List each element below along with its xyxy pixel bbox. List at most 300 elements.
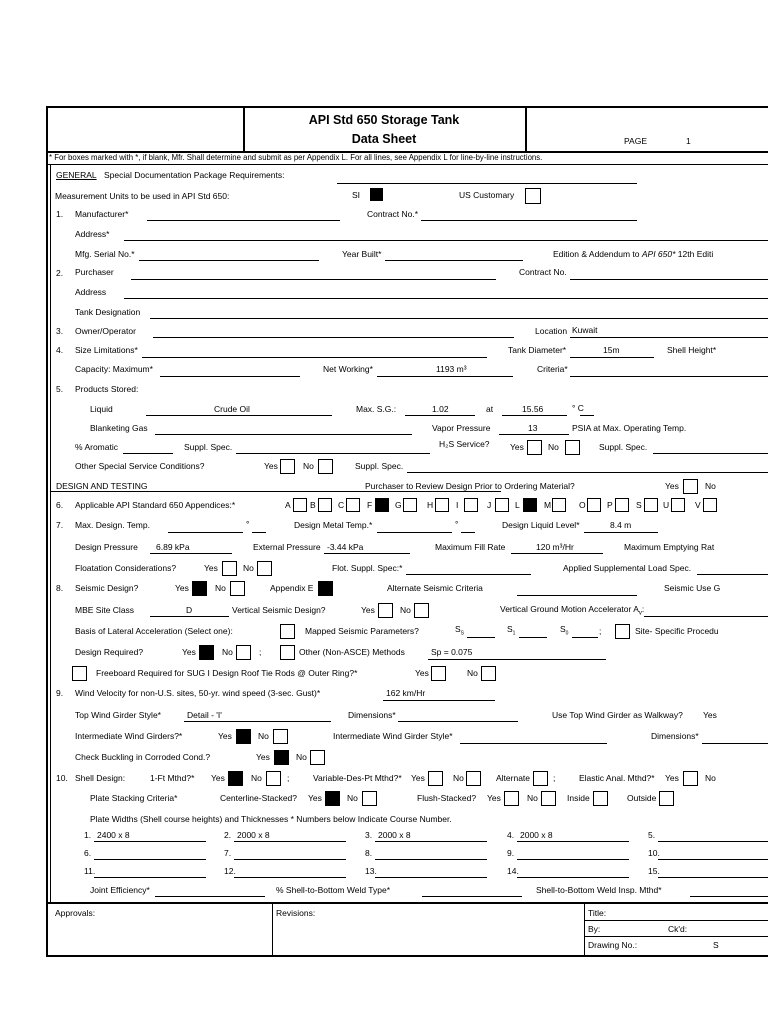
buckling-label: Check Buckling in Corroded Cond.? (75, 752, 211, 762)
ss-label: $S_S$ (455, 624, 465, 637)
course-number-11: 11. (84, 866, 96, 876)
other-no-checkbox[interactable] (318, 459, 333, 474)
flush-no-checkbox[interactable] (541, 791, 556, 806)
appendix-a-checkbox[interactable] (293, 498, 307, 512)
appendix-u-checkbox[interactable] (671, 498, 685, 512)
course-field-9[interactable] (517, 859, 629, 860)
review-no-label: No (705, 481, 716, 491)
footer-divider-2 (584, 902, 585, 955)
course-field-1[interactable] (94, 841, 206, 842)
use-top-wind-label: Use Top Wind Girder as Walkway? (552, 710, 683, 720)
mbe-field[interactable] (150, 616, 229, 617)
seismic-no-checkbox[interactable] (230, 581, 245, 596)
alternate-label: Alternate (496, 773, 531, 783)
appendix-v-label: V (695, 500, 701, 510)
buckling-yes-label: Yes (256, 752, 270, 762)
year-built-field[interactable] (385, 260, 523, 261)
appendices-label: Applicable API Standard 650 Appendices:* (75, 500, 236, 510)
course-number-5: 5. (648, 830, 656, 840)
address-label: Address* (75, 229, 110, 239)
course-number-1: 1. (84, 830, 92, 840)
design-metal-temp-deg: ° (455, 519, 459, 529)
appendix-a-label: A (285, 500, 291, 510)
course-number-10: 10. (648, 848, 660, 858)
page-label: PAGE (624, 136, 647, 146)
appendix-s-checkbox[interactable] (644, 498, 658, 512)
oneft-semicolon: ; (287, 773, 290, 783)
review-yes-checkbox[interactable] (683, 479, 698, 494)
course-field-12[interactable] (234, 877, 346, 878)
other-suppl-field[interactable] (407, 472, 768, 473)
center-no-label: No (347, 793, 358, 803)
shell-bottom-weld-field[interactable] (422, 896, 522, 897)
course-field-2[interactable] (234, 841, 346, 842)
design-liquid-level-value: 8.4 m (610, 520, 632, 530)
h2s-yes-label: Yes (510, 442, 524, 452)
applied-supp-field[interactable] (697, 574, 768, 575)
units-label: Measurement Units to be used in API Std 650: (55, 191, 230, 201)
purchaser-field[interactable] (131, 279, 496, 280)
appendix-f-label: F (367, 500, 373, 510)
tank-diameter-value: 15m (603, 345, 620, 355)
deg-c-field[interactable] (580, 415, 594, 416)
top-wind-label: Top Wind Girder Style* (75, 710, 161, 720)
appendix-s-label: S (636, 500, 642, 510)
other-asce-label: Other (Non-ASCE) Methods (299, 647, 405, 657)
design-liquid-level-field[interactable] (584, 532, 658, 533)
plate-stacking-label: Plate Stacking Criteria* (90, 793, 178, 803)
floatation-label: Floatation Considerations? (75, 563, 177, 573)
design-metal-temp-field[interactable] (377, 532, 452, 533)
course-field-14[interactable] (517, 877, 629, 878)
suppl-spec-label: Suppl. Spec. (184, 442, 233, 452)
inter-yes-checkbox[interactable] (236, 729, 251, 744)
vert-no-checkbox[interactable] (414, 603, 429, 618)
vapor-field[interactable] (499, 434, 569, 435)
psia-label: PSIA at Max. Operating Temp. (572, 423, 687, 433)
max-fill-value: 120 m³/Hr (536, 542, 574, 552)
tank-diameter-field[interactable] (570, 357, 654, 358)
design-pressure-label: Design Pressure (75, 542, 138, 552)
shell-bottom-insp-label: Shell-to-Bottom Weld Insp. Mthd* (536, 885, 662, 895)
address2-field[interactable] (124, 298, 768, 299)
other-yes-checkbox[interactable] (280, 459, 295, 474)
appendix-e-checkbox[interactable] (318, 581, 333, 596)
freeboard-yes-checkbox[interactable] (431, 666, 446, 681)
sheet-label: S (713, 940, 719, 950)
blanketing-label: Blanketing Gas (90, 423, 148, 433)
suppl-spec2-field[interactable] (653, 453, 768, 454)
seismic-no-label: No (215, 583, 226, 593)
variable-no-checkbox[interactable] (466, 771, 481, 786)
design-heading: DESIGN AND TESTING (56, 481, 148, 491)
appendix-l-checkbox[interactable] (523, 498, 537, 512)
mfg-serial-label: Mfg. Serial No.* (75, 249, 135, 259)
mapped-label: Mapped Seismic Parameters? (305, 626, 419, 636)
location-field[interactable] (570, 337, 768, 338)
wind-label: Wind Velocity for non-U.S. sites, 50-yr. wind speed (3-sec. Gust)* (75, 688, 321, 698)
aromatic-field[interactable] (123, 453, 173, 454)
req-no-label: No (222, 647, 233, 657)
other-suppl-label: Suppl. Spec. (355, 461, 404, 471)
max-fill-field[interactable] (511, 553, 603, 554)
course-field-5[interactable] (658, 841, 768, 842)
row-num-3: 3. (56, 326, 64, 336)
top-wind-field[interactable] (184, 721, 331, 722)
course-field-8[interactable] (375, 859, 487, 860)
vapor-value: 13 (528, 423, 538, 433)
us-label: US Customary (459, 190, 515, 200)
appendix-l-label: L (515, 500, 520, 510)
flot-suppl-field[interactable] (406, 574, 531, 575)
appendix-m-label: M (544, 500, 552, 510)
outside-label: Outside (627, 793, 657, 803)
max-design-temp-deg: ° (246, 519, 250, 529)
footer-divider-1 (272, 902, 273, 955)
top-wind-value: Detail - 'I' (187, 710, 222, 720)
oneft-yes-checkbox[interactable] (228, 771, 243, 786)
appendix-c-checkbox[interactable] (346, 498, 360, 512)
appendix-i-checkbox[interactable] (464, 498, 478, 512)
row-num-8: 8. (56, 583, 64, 593)
header-divider-2 (525, 106, 527, 152)
max-empty-label: Maximum Emptying Rat (624, 542, 715, 552)
temp-value: 15.56 (522, 404, 544, 414)
course-number-8: 8. (365, 848, 373, 858)
center-no-checkbox[interactable] (362, 791, 377, 806)
site-specific-label: Site- Specific Procedu (635, 626, 719, 636)
seismic-label: Seismic Design? (75, 583, 139, 593)
frame-left (46, 106, 48, 956)
suppl-spec2-label: Suppl. Spec. (599, 442, 648, 452)
course-number-3: 3. (365, 830, 373, 840)
contract-no-field[interactable] (421, 220, 637, 221)
joint-eff-label: Joint Efficiency* (90, 885, 150, 895)
outside-checkbox[interactable] (659, 791, 674, 806)
owner-field[interactable] (153, 337, 514, 338)
intermediate-label: Intermediate Wind Girders?* (75, 731, 183, 741)
s0-field[interactable] (572, 637, 598, 638)
contract-no-label: Contract No.* (367, 209, 419, 219)
address-field[interactable] (124, 240, 768, 241)
footer-top (46, 902, 768, 904)
course-number-2: 2. (224, 830, 232, 840)
dimensions2-label: Dimensions* (651, 731, 699, 741)
float-yes-checkbox[interactable] (222, 561, 237, 576)
size-limits-field[interactable] (142, 357, 487, 358)
instructions-note: * For boxes marked with *, if blank, Mfr. Shall determine and submit as per Appendix L. For all lines, see Appendix L for line-by-line instructions. (49, 153, 543, 162)
freeboard-no-checkbox[interactable] (481, 666, 496, 681)
course-number-15: 15. (648, 866, 660, 876)
applied-supp-label: Applied Supplemental Load Spec. (563, 563, 692, 573)
design-metal-temp-label: Design Metal Temp.* (294, 520, 373, 530)
tank-designation-field[interactable] (150, 318, 768, 319)
size-limits-label: Size Limitations* (75, 345, 138, 355)
vert-ground-field[interactable] (644, 616, 768, 617)
design-pressure-field[interactable] (150, 553, 232, 554)
appendix-j-label: J (487, 500, 492, 510)
wind-field[interactable] (383, 700, 495, 701)
manufacturer-label: Manufacturer* (75, 209, 129, 219)
course-value-3: 2000 x 8 (378, 830, 411, 840)
tank-diameter-label: Tank Diameter* (508, 345, 567, 355)
row-num-10: 10. (56, 773, 68, 783)
si-checkbox[interactable] (370, 188, 383, 201)
vert-yes-label: Yes (361, 605, 375, 615)
course-field-6[interactable] (94, 859, 206, 860)
appendix-e-label: Appendix E (270, 583, 314, 593)
course-number-4: 4. (507, 830, 515, 840)
row-num-7: 7. (56, 520, 64, 530)
elastic-yes-checkbox[interactable] (683, 771, 698, 786)
row-num-9: 9. (56, 688, 64, 698)
vert-seismic-label: Vertical Seismic Design? (232, 605, 326, 615)
design-liquid-level-label: Design Liquid Level* (502, 520, 580, 530)
wind-value: 162 km/Hr (386, 688, 426, 698)
mfg-serial-field[interactable] (139, 260, 319, 261)
elastic-label: Elastic Anal. Mthd?* (579, 773, 655, 783)
course-value-4: 2000 x 8 (520, 830, 553, 840)
appendix-v-checkbox[interactable] (703, 498, 717, 512)
other-yes-label: Yes (264, 461, 278, 471)
purchaser-review-label: Purchaser to Review Design Prior to Ordering Material? (365, 481, 575, 491)
liquid-value: Crude Oil (214, 404, 250, 414)
design-heading-line (51, 491, 501, 492)
float-no-checkbox[interactable] (257, 561, 272, 576)
oneft-yes-label: Yes (211, 773, 225, 783)
max-design-temp-deg-field[interactable] (252, 532, 266, 533)
max-design-temp-field[interactable] (168, 532, 243, 533)
course-field-3[interactable] (375, 841, 487, 842)
buckling-no-checkbox[interactable] (310, 750, 325, 765)
alt-seismic-field[interactable] (517, 595, 637, 596)
max-fill-label: Maximum Fill Rate (435, 542, 506, 552)
flot-suppl-label: Flot. Suppl. Spec:* (332, 563, 403, 573)
h2s-yes-checkbox[interactable] (527, 440, 542, 455)
ckd-label: Ck'd: (668, 924, 688, 934)
dimensions2-field[interactable] (702, 743, 768, 744)
inter-style-label: Intermediate Wind Girder Style* (333, 731, 453, 741)
liquid-label: Liquid (90, 404, 113, 414)
course-field-10[interactable] (658, 859, 768, 860)
req-yes-checkbox[interactable] (199, 645, 214, 660)
dimensions-label: Dimensions* (348, 710, 396, 720)
shell-design-label: Shell Design: (75, 773, 126, 783)
footer-by-line (584, 936, 768, 937)
course-number-14: 14. (507, 866, 519, 876)
other-asce-checkbox[interactable] (280, 645, 295, 660)
course-number-12: 12. (224, 866, 236, 876)
joint-eff-field[interactable] (155, 896, 265, 897)
criteria-label: Criteria* (537, 364, 568, 374)
contract-no2-field[interactable] (570, 279, 768, 280)
float-no-label: No (243, 563, 254, 573)
capacity-field[interactable] (160, 376, 300, 377)
inter-yes-label: Yes (218, 731, 232, 741)
ss-field[interactable] (467, 637, 495, 638)
contract-no2-label: Contract No. (519, 267, 567, 277)
vert-ground-label: Vertical Ground Motion Accelerator $A_v$: (500, 604, 645, 617)
note-line (46, 164, 768, 165)
title-label: Title: (588, 908, 607, 918)
s1-field[interactable] (519, 637, 547, 638)
vert-yes-checkbox[interactable] (378, 603, 393, 618)
buckling-yes-checkbox[interactable] (274, 750, 289, 765)
plate-widths-label: Plate Widths (Shell course heights) and Thicknesses * Numbers below Indicate Course Number. (90, 814, 452, 824)
s0-semicolon: ; (599, 626, 602, 636)
basis-label: Basis of Lateral Acceleration (Select one): (75, 626, 233, 636)
appendix-h-checkbox[interactable] (435, 498, 449, 512)
appendix-b-checkbox[interactable] (318, 498, 332, 512)
buckling-no-label: No (296, 752, 307, 762)
manufacturer-field[interactable] (147, 220, 340, 221)
inter-style-field[interactable] (460, 743, 607, 744)
freeboard-checkbox[interactable] (72, 666, 87, 681)
alternate-semicolon: ; (553, 773, 556, 783)
variable-label: Variable-Des-Pt Mthd?* (313, 773, 402, 783)
course-value-2: 2000 x 8 (237, 830, 270, 840)
appendix-u-label: U (663, 500, 670, 510)
temp-field[interactable] (502, 415, 567, 416)
design-metal-temp-deg-field[interactable] (461, 532, 475, 533)
seismic-use-label: Seismic Use G (664, 583, 721, 593)
course-field-11[interactable] (94, 877, 206, 878)
owner-label: Owner/Operator (75, 326, 136, 336)
row-num-2: 2. (56, 268, 64, 278)
sp-value: Sp = 0.075 (431, 647, 473, 657)
row-num-5: 5. (56, 384, 64, 394)
shell-bottom-weld-label: % Shell-to-Bottom Weld Type* (276, 885, 391, 895)
tank-designation-label: Tank Designation (75, 307, 141, 317)
elastic-yes-label: Yes (665, 773, 679, 783)
blanketing-field[interactable] (155, 434, 412, 435)
inside-checkbox[interactable] (593, 791, 608, 806)
page-number: 1 (686, 136, 691, 146)
capacity-label: Capacity: Maximum* (75, 364, 153, 374)
flush-label: Flush-Stacked? (417, 793, 477, 803)
external-pressure-field[interactable] (324, 553, 410, 554)
approvals-label: Approvals: (55, 908, 96, 918)
aromatic-label: % Aromatic (75, 442, 118, 452)
course-number-13: 13. (365, 866, 377, 876)
alternate-checkbox[interactable] (533, 771, 548, 786)
max-sg-label: Max. S.G.: (356, 404, 397, 414)
course-field-15[interactable] (658, 877, 768, 878)
s0-label: $S_0$ (560, 624, 569, 637)
flush-no-label: No (527, 793, 538, 803)
general-line[interactable] (337, 183, 637, 184)
mbe-value: D (186, 605, 193, 615)
variable-yes-checkbox[interactable] (428, 771, 443, 786)
drawing-label: Drawing No.: (588, 940, 638, 950)
dimensions-field[interactable] (398, 721, 518, 722)
net-working-value: 1193 m³ (436, 364, 467, 374)
inside-label: Inside (567, 793, 590, 803)
design-required-label: Design Required? (75, 647, 144, 657)
liquid-field[interactable] (146, 415, 332, 416)
appendix-o-checkbox[interactable] (587, 498, 601, 512)
external-pressure-label: External Pressure (253, 542, 321, 552)
us-checkbox[interactable] (525, 188, 541, 204)
external-pressure-value: -3.44 kPa (327, 542, 364, 552)
deg-c-label: ° C (572, 403, 584, 413)
h2s-label: H₂S Service? (439, 439, 490, 449)
alt-seismic-label: Alternate Seismic Criteria (387, 583, 483, 593)
elastic-no-label: No (705, 773, 716, 783)
shell-height-label: Shell Height* (667, 345, 717, 355)
oneft-no-label: No (251, 773, 262, 783)
inter-no-label: No (258, 731, 269, 741)
sp-field[interactable] (428, 659, 606, 660)
general-heading-rest: Special Documentation Package Requirements: (104, 170, 285, 180)
max-sg-field[interactable] (405, 415, 475, 416)
h2s-no-checkbox[interactable] (565, 440, 580, 455)
appendix-c-label: C (338, 500, 345, 510)
seismic-yes-label: Yes (175, 583, 189, 593)
doc-subtitle: Data Sheet (351, 132, 417, 146)
purchaser-label: Purchaser (75, 267, 114, 277)
appendix-p-checkbox[interactable] (615, 498, 629, 512)
freeboard-yes-label: Yes (415, 668, 429, 678)
course-number-6: 6. (84, 848, 92, 858)
site-specific-checkbox[interactable] (615, 624, 630, 639)
course-field-4[interactable] (517, 841, 629, 842)
max-design-temp-label: Max. Design. Temp. (75, 520, 150, 530)
appendix-j-checkbox[interactable] (495, 498, 509, 512)
mapped-checkbox[interactable] (280, 624, 295, 639)
si-label: SI (352, 190, 361, 200)
flush-yes-label: Yes (487, 793, 501, 803)
vert-no-label: No (400, 605, 411, 615)
by-label: By: (588, 924, 601, 934)
course-field-13[interactable] (375, 877, 487, 878)
max-sg-value: 1.02 (432, 404, 449, 414)
suppl-spec-field[interactable] (236, 453, 430, 454)
oneft-no-checkbox[interactable] (266, 771, 281, 786)
appendix-b-label: B (310, 500, 316, 510)
variable-yes-label: Yes (411, 773, 425, 783)
frame-top (46, 106, 768, 108)
doc-title: API Std 650 Storage Tank (308, 113, 460, 127)
appendix-f-checkbox[interactable] (375, 498, 389, 512)
course-number-9: 9. (507, 848, 515, 858)
req-no-checkbox[interactable] (236, 645, 251, 660)
flush-yes-checkbox[interactable] (504, 791, 519, 806)
revisions-label: Revisions: (276, 908, 316, 918)
float-yes-label: Yes (204, 563, 218, 573)
course-field-7[interactable] (234, 859, 346, 860)
centerline-label: Centerline-Stacked? (220, 793, 298, 803)
row-num-1: 1. (56, 209, 64, 219)
center-yes-checkbox[interactable] (325, 791, 340, 806)
net-working-field[interactable] (377, 376, 513, 377)
row-num-6: 6. (56, 500, 64, 510)
location-value: Kuwait (572, 325, 598, 335)
appendix-m-checkbox[interactable] (552, 498, 566, 512)
at-label: at (486, 404, 494, 414)
appendix-g-checkbox[interactable] (403, 498, 417, 512)
shell-bottom-insp-field[interactable] (690, 896, 768, 897)
edition-label: Edition & Addendum to API 650* 12th Editi (553, 249, 714, 259)
location-label: Location (535, 326, 568, 336)
row-num-4: 4. (56, 345, 64, 355)
h2s-no-label: No (548, 442, 559, 452)
seismic-yes-checkbox[interactable] (192, 581, 207, 596)
criteria-field[interactable] (570, 376, 768, 377)
inter-no-checkbox[interactable] (273, 729, 288, 744)
req-semicolon: ; (259, 647, 262, 657)
course-number-7: 7. (224, 848, 232, 858)
